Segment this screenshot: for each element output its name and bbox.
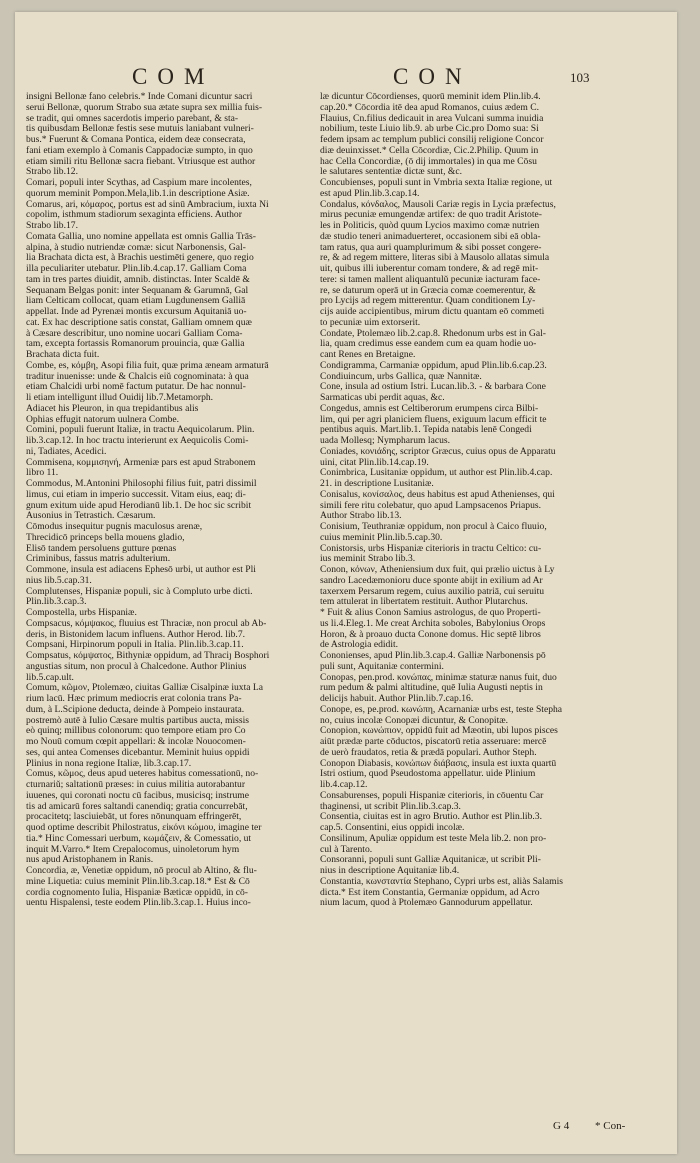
text-line: re, se daturum operā ut in Græcia comæ coemerentur, &	[320, 285, 536, 296]
text-line: puli sunt, Aquitaniæ contermini.	[320, 661, 444, 672]
text-line: Conimbrica, Lusitaniæ oppidum, ut author est Plin.lib.4.cap.	[320, 468, 553, 479]
text-line: no, cuius incolæ Conopæi dicuntur, & Conopitæ.	[320, 715, 509, 726]
text-line: uentu Hispalensi, teste eodem Plin.lib.3.cap.1. Huius inco-	[26, 898, 251, 909]
text-line: tere: si tamen mallent aliquantulŭ pecuniæ iacturam face-	[320, 274, 541, 285]
text-line: us li.4.Eleg.1. Me creat Archita soboles, Babylonius Orops	[320, 618, 546, 629]
text-line: dicta.* Est item Constantia, Germaniæ oppidum, ad Acro	[320, 887, 540, 898]
text-line: Ausonius in Tetrastich. Cæsarum.	[26, 511, 156, 522]
text-line: lia Brachata dicta est, à Brachis uestimēti genere, quo regio	[26, 253, 254, 264]
left-column	[26, 92, 314, 909]
text-line: uit, quibus illi iuberentur comam tondere, & ad regē mit-	[320, 264, 539, 274]
text-line: cturnariŭ; saltationū præses: in cuius militia autorabantur	[26, 780, 246, 790]
text-line: uada Mollesq; Nympharum lacus.	[320, 436, 451, 446]
text-line: Commisena, κομμισηνή, Armeniæ pars est apud Strabonem	[26, 457, 256, 468]
text-line: Commodus, M.Antonini Philosophi filius fuit, patri dissimil	[26, 479, 257, 489]
text-line: delicijs habuit. Author Plin.lib.7.cap.16.	[320, 694, 474, 704]
page	[15, 12, 677, 1154]
text-line: Conopon Diabasis, κονώπων διάβασις, insula est iuxta quartū	[320, 758, 557, 769]
text-line: pro Lycijs ad regem mitterentur. Quam conditionem Ly-	[320, 296, 536, 307]
text-line: Concordia, æ, Venetiæ oppidum, nō procul ab Altino, & flu-	[26, 866, 257, 876]
text-line: * Fuit & alius Conon Samius astrologus, de quo Properti-	[320, 608, 541, 618]
text-line: mirus pecuniæ emungendæ artifex: de quo tradit Aristote-	[320, 210, 542, 221]
text-line: Condigramma, Carmaniæ oppidum, apud Plin.lib.6.cap.23.	[320, 360, 547, 371]
text-line: Condate, Ptolemæo lib.2.cap.8. Rhedonum urbs est in Gal-	[320, 328, 546, 339]
text-line: nus apud Aristophanem in Ranis.	[26, 855, 154, 866]
text-line: Istri ostium, quod Pseudostoma appellatur. uide Plinium	[320, 769, 536, 780]
text-line: serui Bellonæ, quorum Strabo sua ætate supra sex millia fuis-	[26, 102, 263, 113]
text-line: Comini, populi fuerunt Italiæ, in tractu Aequicolarum. Plin.	[26, 425, 255, 436]
text-line: le salutares sententiæ dictæ sunt, &c.	[320, 167, 463, 178]
text-line: 21. in descriptione Lusitaniæ.	[320, 479, 434, 489]
text-line: à Cæsare describitur, uno nomine uocari Galliam Coma-	[26, 328, 243, 339]
text-line: cuius meminit Plin.lib.5.cap.30.	[320, 532, 443, 543]
text-line: læ dicuntur Cōcordienses, quorū meminit idem Plin.lib.4.	[320, 92, 541, 102]
text-line: Condalus, κόνδαλος, Mausoli Cariæ regis in Lycia præfectus,	[320, 199, 556, 210]
text-line: inquit M.Varro.* Item Crepalocomus, uinoletorum hym	[26, 844, 240, 855]
right-column	[320, 92, 608, 909]
text-line: cijs auide accipientibus, mirum dictu quantam eō commeti	[320, 307, 545, 317]
text-line: Strabo lib.12.	[26, 167, 78, 178]
text-line: etiam simili ritu Bellonæ sacra fiebant. Vtriusque est author	[26, 156, 256, 167]
page-footer	[15, 1120, 677, 1136]
text-line: limus, cui etiam in imperio successit. Vitam eius, eaq; di-	[26, 489, 246, 500]
text-line: tia.* Hinc Comessari uerbum, κωμάζειν, & Comessatio, ut	[26, 833, 252, 844]
text-line: Constantia, κωνσταντία Stephano, Cypri urbs est, aliàs Salamis	[320, 876, 563, 887]
text-line: dum, à L.Scipione deducta, deinde à Pompeio instaurata.	[26, 704, 245, 715]
text-line: Elisō tandem persoluens gutture pœnas	[26, 543, 177, 554]
page-number: 103	[570, 70, 590, 85]
text-line: Condiuincum, urbs Gallica, quæ Nannitæ.	[320, 371, 482, 382]
text-line: Comus, κῶμος, deus apud ueteres habitus comessationū, no-	[26, 769, 259, 780]
text-line: hac Cella Concordiæ, (ō dij immortales) in qua me Cōsu	[320, 156, 537, 167]
text-line: dæ studio teneri animaduerteret, occasionem sibi eā obla-	[320, 231, 541, 242]
text-line: uini, citat Plin.lib.14.cap.19.	[320, 457, 429, 468]
text-line: libro 11.	[26, 468, 59, 479]
text-line: thaginensi, ut scribit Plin.lib.3.cap.3.	[320, 801, 461, 812]
text-line: Combe, es, κόμβη, Asopi filia fuit, quæ prima æneam armaturā	[26, 360, 269, 371]
text-line: rum pedum & palmi altitudine, quē Iulia Augusti neptis in	[320, 683, 543, 694]
text-line: nius in descriptione Aquitaniæ lib.4.	[320, 866, 460, 876]
text-line: sandro Lacedæmonioru duce sponte abijt in exilium ad Ar	[320, 575, 543, 586]
text-line: tam in tres partes diuidit, amnib. distinctas. Inter Scaldē &	[26, 274, 250, 285]
text-line: ses, qui antea Comenses dicebantur. Meminit huius oppidi	[26, 747, 250, 758]
text-line: traditur inuenisse: unde & Chalcis eiŭ cognominata: à qua	[26, 371, 249, 382]
text-line: fedem ipsam ac templum publici consilij religione Concor	[320, 135, 544, 145]
text-line: angustias situm, non procul à Chalcedone. Author Plinius	[26, 661, 247, 672]
text-line: re, & ad regem mittere, literas sibi à Mausolo allatas simula	[320, 253, 550, 264]
text-line: eò quinq; millibus colonorum: quo tempore etiam pro Co	[26, 726, 246, 737]
text-line: nium lacum, quod à Ptolemæo Gannodurum appellatur.	[320, 898, 533, 909]
text-line: Conopas, pen.prod. κονώπας, minimæ staturæ nanus fuit, duo	[320, 672, 557, 683]
text-line: Brachata dicta fuit.	[26, 350, 100, 360]
text-line: mine Liquetia: cuius meminit Plin.lib.3.cap.18.* Est & Cō	[26, 876, 250, 887]
text-line: Adiacet his Pleuron, in qua trepidantibus alis	[26, 403, 199, 414]
text-line: Consentia, ciuitas est in agro Brutio. Author est Plin.lib.3.	[320, 812, 542, 823]
text-line: Strabo lib.17.	[26, 221, 78, 231]
text-line: diæ deuinxisset.* Cella Cōcordiæ, Cic.2.Philip. Quum in	[320, 145, 539, 156]
text-line: tem attulerat in libertatem restituit. Author Plutarchus.	[320, 597, 528, 608]
text-line: nius lib.5.cap.31.	[26, 575, 92, 586]
text-line: Ophias effugit natorum uulnera Combe.	[26, 414, 180, 425]
text-line: Conisium, Teuthraniæ oppidum, non procul à Caico fluuio,	[320, 522, 547, 532]
text-line: procacitetq; lasciuiebāt, ut fores nōnunquam effringerēt,	[26, 812, 242, 823]
text-line: Conon, κόνων, Atheniensium dux fuit, qui prælio uictus à Ly	[320, 565, 555, 575]
text-line: de uerò fraudatos, retia & prædā populari. Author Steph.	[320, 747, 537, 758]
text-line: ius meminit Strabo lib.3.	[320, 554, 416, 565]
text-line: Flauius, Cn.filius dedicauit in area Vulcani summa inuidia	[320, 113, 544, 124]
text-line: Complutenses, Hispaniæ populi, sic à Compluto urbe dicti.	[26, 586, 253, 597]
text-line: ni, Tadiates, Acedici.	[26, 446, 107, 457]
text-line: gnum exitum uide apud Herodianū lib.1. De hoc sic scribit	[26, 500, 252, 511]
text-line: Sequanam Belgas ponit: inter Sequanam & Garumnā, Gal	[26, 285, 249, 296]
text-line: Consoranni, populi sunt Galliæ Aquitanicæ, ut scribit Pli-	[320, 855, 541, 866]
text-line: tis quibusdam Bellonæ festis sese mutuis laniabant vulneri-	[26, 124, 254, 135]
text-line: quorum meminit Pompon.Mela,lib.1.in descriptione Asiæ.	[26, 188, 250, 199]
text-line: cap.5. Consentini, eius oppidi incolæ.	[320, 823, 465, 833]
text-line: postremò autē à Iulio Cæsare multis partibus aucta, missis	[26, 715, 250, 726]
text-line: Consaburenses, populi Hispaniæ citerioris, in cōuentu Car	[320, 790, 544, 801]
text-line: lim, qui per agri planiciem fluens, exiguum lacum efficit te	[320, 414, 547, 425]
text-line: liam Celticam collocat, quam etiam Lugdunensem Galliā	[26, 296, 246, 307]
text-line: tis ad amicarū fores saltandi canendiq; gratia concurrebāt,	[26, 801, 248, 812]
text-line: Comum, κῶμον, Ptolemæo, ciuitas Galliæ Cisalpinæ iuxta La	[26, 683, 264, 694]
text-line: illa peculiariter utebatur. Plin.lib.4.cap.17. Galliam Coma	[26, 264, 247, 274]
header-left-word: COM	[132, 64, 215, 89]
text-line: simili fere ritu colebatur, quo apud Lampsacenos Priapus.	[320, 500, 542, 511]
text-line: copolim, isthmum stadiorum sexaginta efficiens. Author	[26, 210, 242, 221]
text-line: lib.5.cap.ult.	[26, 672, 74, 683]
text-line: Cone, insula ad ostium Istri. Lucan.lib.3. - & barbara Cone	[320, 382, 546, 393]
text-line: est apud Plin.lib.3.cap.14.	[320, 188, 420, 199]
text-line: Horon, & à proauo ducta Conone domus. Hic septē libros	[320, 629, 541, 640]
text-line: aiūt prædæ parte cōductos, piscatorū retia asseruare: mercē	[320, 737, 547, 747]
text-line: quod optime describit Philostratus, εἰκόνι κώμου, imagine ter	[26, 823, 262, 833]
text-line: tam ratus, qua auri quamplurimum & sibi posset congere-	[320, 242, 542, 253]
text-line: Threcidicō princeps bella mouens gladio,	[26, 532, 185, 543]
text-line: Conistorsis, urbs Hispaniæ citerioris in tractu Celtico: cu-	[320, 543, 542, 554]
text-line: Congedus, amnis est Celtiberorum erumpens circa Bilbi-	[320, 403, 539, 414]
text-line: Compsani, Hirpinorum populi in Italia. Plin.lib.3.cap.11.	[26, 640, 244, 651]
text-line: Compsacus, κόμψακος, fluuius est Thraciæ, non procul ab Ab-	[26, 618, 267, 629]
text-line: taxerxem Persarum regem, cuius auxilio patriā, cui seruitu	[320, 586, 545, 597]
text-line: insigni Bellonæ fano celebris.* Inde Comani dicuntur sacri	[26, 92, 253, 102]
text-line: cul à Tarento.	[320, 844, 373, 855]
text-line: Plinius in nona regione Italiæ, lib.3.cap.17.	[26, 758, 192, 769]
text-line: cat. Ex hac descriptione satis constat, Galliam omnem quæ	[26, 317, 252, 328]
text-line: pentibus aquis. Mart.lib.1. Tepida natabis lenē Congedi	[320, 425, 532, 436]
text-line: cap.20.* Cōcordia itē dea apud Romanos, cuius ædem C.	[320, 102, 540, 113]
text-line: cordia cognomento Iulia, Hispaniæ Bæticæ oppidū, in cō-	[26, 887, 248, 898]
text-line: bus.* Fuerunt & Comana Pontica, eidem deæ consecrata,	[26, 135, 246, 145]
text-line: de Astrologia edidit.	[320, 640, 399, 651]
text-line: mo Nouū comum cœpit appellari: & incolæ Nouocomen-	[26, 737, 246, 747]
text-line: to pecuniæ uim extorserit.	[320, 317, 421, 328]
text-line: nobilium, teste Liuio lib.9. ab urbe Cic.pro Domo sua: Si	[320, 124, 539, 135]
text-line: se tradit, qui omnes sacerdotis imperio parebant, & sta-	[26, 113, 239, 124]
text-line: tam, excepta fortassis Romanorum prouincia, quæ Gallia	[26, 339, 245, 350]
text-line: appellat. Inde ad Pyrenæi montis excursum Aquitaniā uo-	[26, 307, 247, 317]
text-line: iuuenes, qui coronati noctu cū facibus, musicisq; instrume	[26, 790, 250, 801]
text-line: Compostella, urbs Hispaniæ.	[26, 608, 137, 618]
text-line: Cōmodus insequitur pugnis maculosus arenæ,	[26, 522, 203, 532]
text-line: Concubienses, populi sunt in Vmbria sexta Italiæ regione, ut	[320, 178, 553, 188]
catchword: * Con-	[595, 1120, 626, 1132]
text-line: Comarus, ari, κόμαρος, portus est ad sinū Ambracium, iuxta Ni	[26, 199, 269, 210]
text-line: Conopion, κωνώπιον, oppidū fuit ad Mæotin, ubi lupos pisces	[320, 726, 558, 737]
signature-mark: G 4	[553, 1120, 570, 1132]
text-line: Criminibus, fassus matris adulterium.	[26, 554, 171, 565]
text-line: Author Strabo lib.13.	[320, 511, 402, 522]
text-line: les in Politicis, quòd quum Lycios maximo comæ nutrien	[320, 221, 540, 231]
text-line: li etiam intelligunt illud Ouidij lib.7.Metamorph.	[26, 393, 214, 403]
text-line: rium lacū. Hæc primum mediocris erat colonia trans Pa-	[26, 694, 242, 704]
text-line: Consilinum, Apuliæ oppidum est teste Mela lib.2. non pro-	[320, 833, 547, 844]
text-line: Plin.lib.3.cap.3.	[26, 597, 87, 608]
text-line: fani etiam exemplo à Comanis Cappadociæ sumpto, in quo	[26, 145, 253, 156]
text-line: lib.4.cap.12.	[320, 780, 368, 790]
header-right-word: CON	[393, 64, 472, 89]
text-line: Compsatus, κόμψατος, Bithyniæ oppidum, ad Thraciȷ Bosphori	[26, 651, 270, 661]
text-line: cant Renes en Bretaigne.	[320, 350, 416, 360]
text-line: Comari, populi inter Scythas, ad Caspium mare incolentes,	[26, 178, 252, 188]
text-line: Conope, es, pe.prod. κωνώπη, Acarnaniæ urbs est, teste Stepha	[320, 704, 563, 715]
text-line: Comata Gallia, uno nomine appellata est omnis Gallia Trās-	[26, 231, 256, 242]
text-line: Sarmaticas ubi perdit aquas, &c.	[320, 393, 445, 403]
text-line: etiam Chalcidi urbi nomē factum putatur. De hac nonnul-	[26, 382, 246, 393]
text-line: Coniades, κονιάδης, scriptor Græcus, cuius opus de Apparatu	[320, 446, 556, 457]
text-line: alpina, à studio nutriendæ comæ: sicut Narbonensis, Gal-	[26, 242, 246, 253]
text-line: lia, quam credimus esse eandem cum ea quam hodie uo-	[320, 339, 537, 350]
text-line: Commone, insula est adiacens Ephesō urbi, ut author est Pli	[26, 565, 256, 575]
running-header	[15, 64, 677, 94]
text-line: deris, in Bistonidem lacum influens. Author Herod. lib.7.	[26, 629, 246, 640]
text-line: lib.3.cap.12. In hoc tractu interierunt ex Aequicolis Comi-	[26, 436, 249, 446]
text-line: Conisalus, κονίσαλος, deus habitus est apud Athenienses, qui	[320, 489, 555, 500]
text-line: Cononienses, apud Plin.lib.3.cap.4. Galliæ Narbonensis pō	[320, 651, 546, 661]
